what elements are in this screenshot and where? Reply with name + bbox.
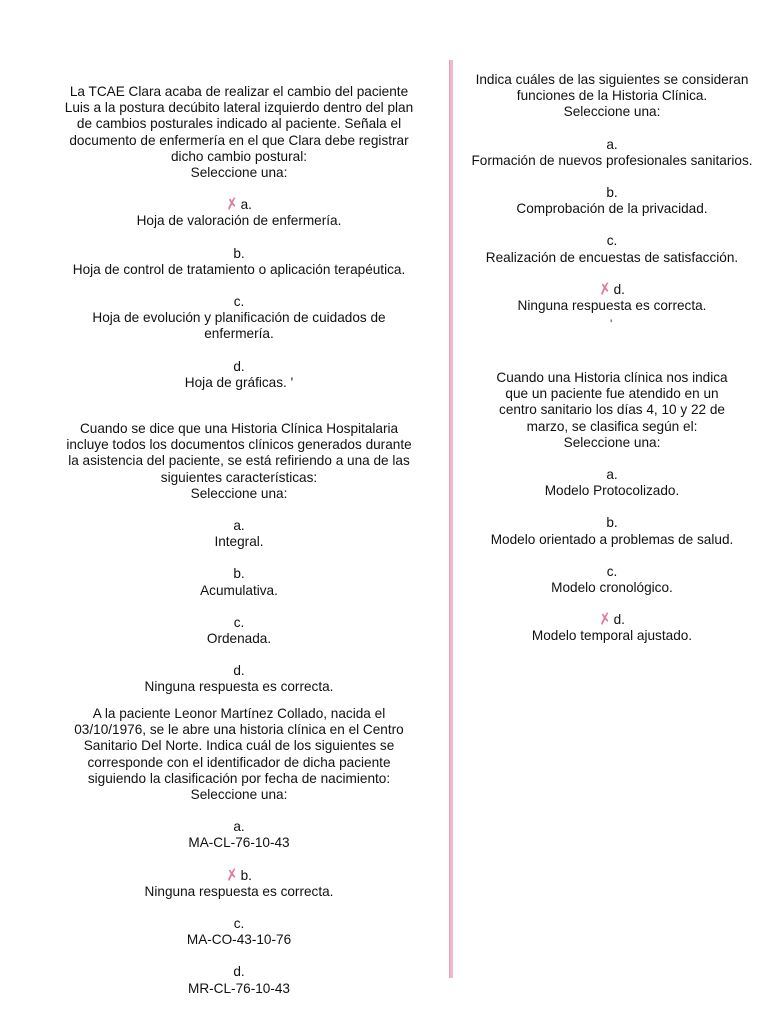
option-text: Integral. [214,534,264,550]
option-text: Hoja de evolución y planificación de cuidados de enfermería. [92,310,386,342]
option-letter [455,612,768,628]
option-letter [38,294,440,310]
options [38,819,440,997]
option-text: Hoja de gráficas. ' [184,374,294,390]
options [455,137,768,315]
options [38,197,440,391]
option-letter [38,916,440,932]
answer-option[interactable] [455,279,768,314]
option-letter-text: d. [613,612,625,628]
answer-option[interactable] [38,246,440,278]
option-text: Ninguna respuesta es correcta. [517,298,707,314]
option-text: Realización de encuestas de satisfacción. [485,249,739,265]
option-letter-text: b. [233,566,245,582]
question-prompt: Seleccione una: [563,434,661,450]
question-stem: Indica cuáles de las siguientes se consideran funciones de la Historia Clínica. [475,72,749,104]
answer-option[interactable] [38,294,440,343]
option-letter-text: b. [606,185,618,201]
answer-option[interactable] [38,916,440,948]
option-letter-text: d. [233,358,245,374]
question-prompt: Seleccione una: [190,165,288,181]
option-letter-text: c. [233,614,245,630]
question-2 [38,421,440,696]
option-letter [455,137,768,153]
option-letter-text: a. [233,819,245,835]
option-letter [38,518,440,534]
option-letter [455,185,768,201]
answer-option[interactable] [38,518,440,550]
option-text: Ninguna respuesta es correcta. [144,883,334,899]
option-letter [455,467,768,483]
answer-option[interactable] [38,566,440,598]
question-1 [38,84,440,391]
option-letter [455,515,768,531]
option-text: MA-CO-43-10-76 [186,932,292,948]
option-text: MA-CL-76-10-43 [188,835,290,851]
option-text: Comprobación de la privacidad. [516,201,708,217]
cross-mark-icon: ✗ [597,610,613,630]
question-3 [38,706,440,997]
question-prompt: Seleccione una: [190,485,288,501]
answer-option[interactable] [455,564,768,596]
options [455,467,768,645]
option-letter [38,964,440,980]
option-text: Ordenada. [206,631,272,647]
left-column [38,0,440,1024]
question-5 [455,370,768,645]
option-letter-text: d. [233,964,245,980]
answer-option[interactable] [38,964,440,996]
option-letter [38,359,440,375]
option-letter [38,197,440,213]
option-letter-text: c. [233,294,245,310]
question-prompt: Seleccione una: [190,787,288,803]
option-letter-text: b. [240,867,252,883]
answer-option[interactable] [455,233,768,265]
option-letter [455,233,768,249]
options [38,518,440,696]
option-text: Ninguna respuesta es correcta. [144,679,334,695]
option-text: Hoja de control de tratamiento o aplicación terapéutica. [72,261,406,277]
option-letter [38,615,440,631]
question-stem: Cuando una Historia clínica nos indica que un paciente fue atendido en un centro sanitario los días 4, 10 y 22 de marzo, se clasifica según el: [496,370,728,434]
option-letter [38,246,440,262]
option-letter-text: a. [606,467,618,483]
answer-option[interactable] [38,663,440,695]
answer-option[interactable] [38,819,440,851]
option-letter-text: d. [613,281,625,297]
column-divider [449,60,453,978]
cross-mark-icon: ✗ [224,865,240,885]
option-text: Modelo temporal ajustado. [531,628,693,644]
question-stem: La TCAE Clara acaba de realizar el cambio del paciente Luis a la postura decúbito lateral izquierdo dentro del plan de cambios posturales indicado al paciente. Señala el documento de enfermería en el que Clara debe registrar dicho cambio postural: [64,84,414,164]
option-letter [38,663,440,679]
option-letter [455,564,768,580]
answer-option[interactable] [455,612,768,644]
answer-option[interactable] [38,359,440,391]
answer-option[interactable] [455,185,768,217]
option-text: Hoja de valoración de enfermería. [136,213,342,229]
stray-mark: ' [610,317,613,331]
option-letter-text: a. [240,197,252,213]
option-letter-text: d. [233,663,245,679]
answer-option[interactable] [38,615,440,647]
question-4 [455,72,768,314]
option-letter [455,279,768,299]
cross-mark-icon: ✗ [224,195,240,215]
option-letter [38,819,440,835]
option-text: MR-CL-76-10-43 [188,980,290,996]
right-column [455,0,768,1024]
option-text: Acumulativa. [200,582,278,598]
option-text: Modelo orientado a problemas de salud. [490,531,734,547]
option-letter-text: c. [606,233,618,249]
answer-option[interactable] [455,137,768,169]
answer-option[interactable] [455,515,768,547]
question-stem: A la paciente Leonor Martínez Collado, nacida el 03/10/1976, se le abre una historia clínica en el Centro Sanitario Del Norte. Indica cuál de los siguientes se corresponde con el identificador de dicha paciente siguiendo la clasificación por fecha de nacimiento: [74,706,404,786]
cross-mark-icon: ✗ [597,279,613,299]
option-letter-text: a. [606,136,618,152]
option-letter [38,566,440,582]
option-letter-text: b. [233,245,245,261]
option-letter-text: a. [233,518,245,534]
question-prompt: Seleccione una: [563,104,661,120]
option-letter-text: c. [606,563,618,579]
answer-option[interactable] [38,197,440,229]
option-text: Modelo cronológico. [551,580,673,596]
option-text: Modelo Protocolizado. [544,483,680,499]
option-letter [38,865,440,885]
answer-option[interactable] [38,865,440,900]
answer-option[interactable] [455,467,768,499]
question-stem: Cuando se dice que una Historia Clínica Hospitalaria incluye todos los documentos clínicos generados durante la asistencia del paciente, se está refiriendo a una de las siguientes características: [66,421,412,485]
option-letter-text: c. [233,916,245,932]
option-letter-text: b. [606,515,618,531]
option-text: Formación de nuevos profesionales sanitarios. [471,152,753,168]
